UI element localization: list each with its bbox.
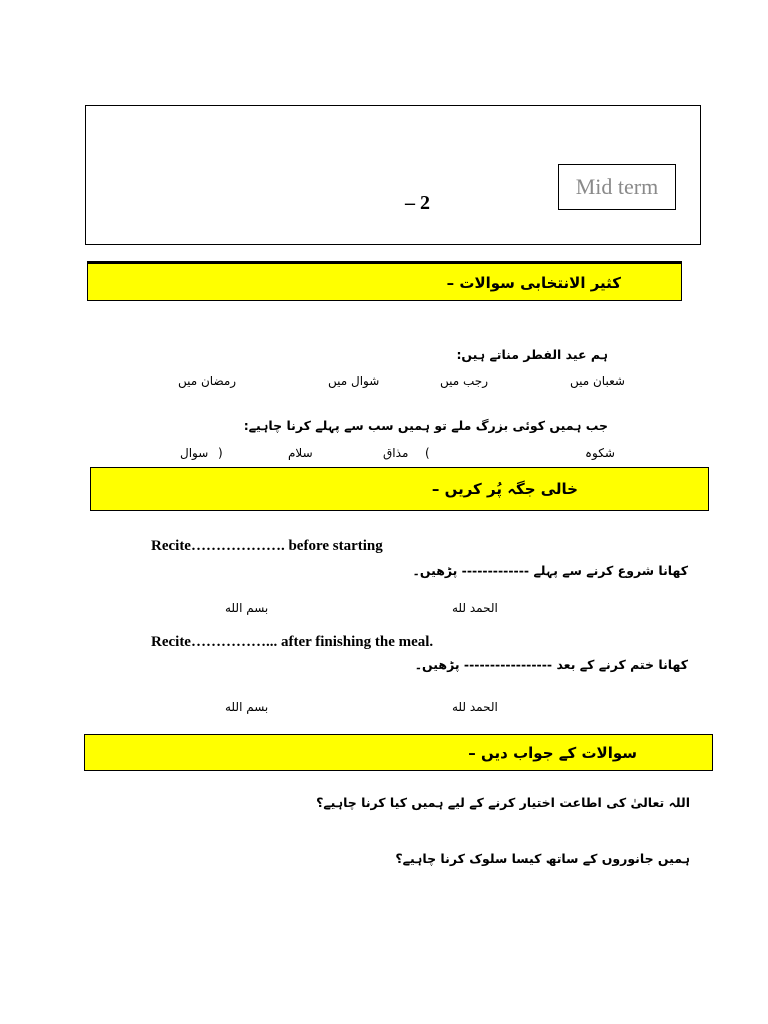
mcq2-option-5: (: [218, 446, 223, 460]
section-title-fill: خالی جگہ پُر کریں –: [431, 480, 578, 498]
mcq2-option-3: مذاق: [383, 446, 409, 460]
mcq2-option-1: شکوہ: [585, 446, 615, 460]
mcq1-option-4: رمضان میں: [178, 374, 237, 388]
mcq2-option-2: ): [425, 446, 430, 460]
fill-urdu-1: کھانا شروع کرنے سے پہلے ------------- پڑھیں۔: [412, 563, 688, 578]
mcq1-option-3: شوال میں: [328, 374, 380, 388]
section-title-mcq: کثیر الانتخابی سوالات –: [446, 274, 621, 292]
fill1-option-2: بسم الله: [225, 601, 269, 615]
section-banner-fill: [90, 467, 709, 511]
answer-question-2: ہمیں جانوروں کے ساتھ کیسا سلوک کرنا چاہیے؟: [395, 851, 690, 866]
fill2-option-2: بسم الله: [225, 700, 269, 714]
mcq2-option-4: سلام: [288, 446, 313, 460]
mcq-question-2: جب ہمیں کوئی بزرگ ملے تو ہمیں سب سے پہلے کرنا چاہیے:: [243, 418, 608, 433]
mcq1-option-2: رجب میں: [440, 374, 488, 388]
answer-question-1: اللہ تعالیٰ کی اطاعت اختیار کرنے کے لیے ہمیں کیا کرنا چاہیے؟: [316, 795, 690, 810]
midterm-label: Mid term: [558, 164, 676, 210]
section-banner-answers: [84, 734, 713, 771]
mcq1-option-1: شعبان میں: [570, 374, 625, 388]
fill-english-1: Recite………………. before starting: [151, 538, 383, 554]
fill1-option-1: الحمد لله: [452, 601, 498, 615]
section-title-answers: سوالات کے جواب دیں –: [468, 744, 637, 762]
mcq2-option-6: سوال: [180, 446, 209, 460]
fill-english-2: Recite……………... after finishing the meal.: [151, 634, 434, 650]
fill2-option-1: الحمد لله: [452, 700, 498, 714]
mcq-question-1: ہم عید الفطر مناتے ہیں:: [456, 347, 608, 362]
section-banner-mcq: [87, 261, 682, 301]
fill-urdu-2: کھانا ختم کرنے کے بعد ----------------- پڑھیں۔: [414, 657, 688, 672]
section-number: – 2: [405, 192, 430, 214]
